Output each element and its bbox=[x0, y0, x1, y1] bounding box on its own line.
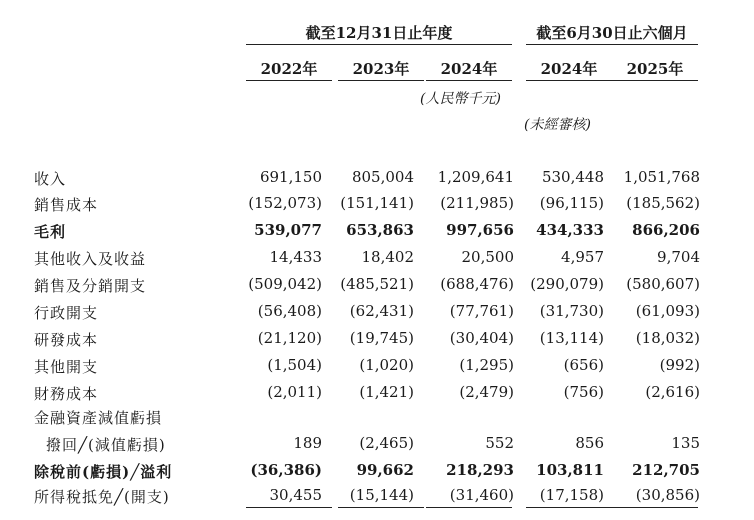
row-value: (2,465) bbox=[359, 434, 414, 452]
table-row bbox=[0, 383, 754, 410]
year-header-1: 2022年 bbox=[260, 60, 318, 78]
table-row bbox=[0, 356, 754, 383]
year-header-3: 2024年 bbox=[440, 60, 498, 78]
row-value: 18,402 bbox=[361, 248, 414, 266]
row-value: (15,144) bbox=[349, 486, 414, 504]
row-label: 行政開支 bbox=[34, 304, 99, 322]
row-label: 銷售成本 bbox=[34, 196, 99, 214]
row-value: 691,150 bbox=[259, 168, 322, 186]
row-value: (2,011) bbox=[267, 383, 322, 401]
row-value: (151,141) bbox=[340, 194, 414, 212]
row-value: 14,433 bbox=[269, 248, 322, 266]
row-value: (756) bbox=[563, 383, 604, 401]
bottom-rule-5 bbox=[612, 507, 698, 508]
year-underline-3 bbox=[426, 80, 512, 81]
row-value: 189 bbox=[293, 434, 322, 452]
row-value: 530,448 bbox=[541, 168, 604, 186]
fy-group-header: 截至12月31日止年度 bbox=[305, 24, 453, 42]
table-row bbox=[0, 407, 754, 434]
row-value: (2,479) bbox=[459, 383, 514, 401]
row-value: (30,856) bbox=[635, 486, 700, 504]
row-label: 除稅前(虧損)╱溢利 bbox=[34, 463, 173, 481]
table-row bbox=[0, 221, 754, 248]
row-value: (18,032) bbox=[635, 329, 700, 347]
row-value: (185,562) bbox=[626, 194, 700, 212]
row-label: 所得稅抵免╱(開支) bbox=[34, 488, 170, 506]
row-value: (688,476) bbox=[440, 275, 514, 293]
table-row bbox=[0, 168, 754, 195]
row-value: 552 bbox=[485, 434, 514, 452]
row-value: (485,521) bbox=[340, 275, 414, 293]
fy-group-underline bbox=[246, 44, 512, 45]
table-row bbox=[0, 486, 754, 513]
row-value: (509,042) bbox=[248, 275, 322, 293]
row-value: (17,158) bbox=[539, 486, 604, 504]
row-value: (30,404) bbox=[449, 329, 514, 347]
bottom-rule-2 bbox=[338, 507, 424, 508]
row-value: (1,504) bbox=[267, 356, 322, 374]
row-value: 856 bbox=[575, 434, 604, 452]
row-value: 20,500 bbox=[461, 248, 514, 266]
row-value: 218,293 bbox=[446, 461, 514, 479]
row-value: (656) bbox=[563, 356, 604, 374]
year-underline-5 bbox=[612, 80, 698, 81]
row-label: 財務成本 bbox=[34, 385, 99, 403]
row-value: (1,295) bbox=[459, 356, 514, 374]
year-header-2: 2023年 bbox=[352, 60, 410, 78]
row-value: 805,004 bbox=[351, 168, 414, 186]
row-value: (56,408) bbox=[257, 302, 322, 320]
row-label: 收入 bbox=[34, 170, 67, 188]
row-value: 1,209,641 bbox=[437, 168, 514, 186]
unit-note: (人民幣千元) bbox=[420, 91, 501, 107]
table-row bbox=[0, 434, 754, 461]
row-value: (77,761) bbox=[449, 302, 514, 320]
row-value: (19,745) bbox=[349, 329, 414, 347]
row-label: 其他收入及收益 bbox=[34, 250, 147, 268]
year-underline-4 bbox=[526, 80, 612, 81]
half-year-group-underline bbox=[526, 44, 698, 45]
row-value: (2,616) bbox=[645, 383, 700, 401]
row-label: 撥回╱(減值虧損) bbox=[46, 436, 166, 454]
row-value: 103,811 bbox=[536, 461, 604, 479]
row-value: 866,206 bbox=[632, 221, 700, 239]
row-label: 其他開支 bbox=[34, 358, 99, 376]
row-value: 9,704 bbox=[657, 248, 700, 266]
table-row bbox=[0, 194, 754, 221]
row-value: 212,705 bbox=[632, 461, 700, 479]
row-label: 研發成本 bbox=[34, 331, 99, 349]
row-value: (152,073) bbox=[248, 194, 322, 212]
table-row bbox=[0, 329, 754, 356]
year-header-4: 2024年 bbox=[540, 60, 598, 78]
table-row bbox=[0, 275, 754, 302]
bottom-rule-3 bbox=[426, 507, 512, 508]
row-value: (61,093) bbox=[635, 302, 700, 320]
row-value: (96,115) bbox=[539, 194, 604, 212]
row-label: 金融資產減值虧損 bbox=[34, 409, 163, 427]
table-row bbox=[0, 248, 754, 275]
half-year-group-header: 截至6月30日止六個月 bbox=[536, 24, 688, 42]
bottom-rule-1 bbox=[246, 507, 332, 508]
row-value: 653,863 bbox=[346, 221, 414, 239]
row-value: (211,985) bbox=[440, 194, 514, 212]
row-value: (36,386) bbox=[250, 461, 322, 479]
row-value: 135 bbox=[671, 434, 700, 452]
row-value: (290,079) bbox=[530, 275, 604, 293]
row-value: 4,957 bbox=[561, 248, 604, 266]
row-value: 30,455 bbox=[269, 486, 322, 504]
row-value: (13,114) bbox=[539, 329, 604, 347]
row-value: (21,120) bbox=[257, 329, 322, 347]
year-underline-2 bbox=[338, 80, 424, 81]
row-value: (1,020) bbox=[359, 356, 414, 374]
table-row bbox=[0, 461, 754, 488]
row-value: 434,333 bbox=[536, 221, 604, 239]
row-value: (992) bbox=[659, 356, 700, 374]
row-value: (31,460) bbox=[449, 486, 514, 504]
row-value: (31,730) bbox=[539, 302, 604, 320]
row-value: 99,662 bbox=[356, 461, 414, 479]
bottom-rule-4 bbox=[526, 507, 612, 508]
row-value: 1,051,768 bbox=[623, 168, 700, 186]
table-row bbox=[0, 302, 754, 329]
row-value: 997,656 bbox=[446, 221, 514, 239]
row-value: (580,607) bbox=[626, 275, 700, 293]
row-value: (62,431) bbox=[349, 302, 414, 320]
unaudited-note: (未經審核) bbox=[524, 117, 591, 133]
row-label: 銷售及分銷開支 bbox=[34, 277, 147, 295]
year-underline-1 bbox=[246, 80, 332, 81]
row-label: 毛利 bbox=[34, 223, 67, 241]
year-header-5: 2025年 bbox=[626, 60, 684, 78]
row-value: 539,077 bbox=[254, 221, 322, 239]
row-value: (1,421) bbox=[359, 383, 414, 401]
